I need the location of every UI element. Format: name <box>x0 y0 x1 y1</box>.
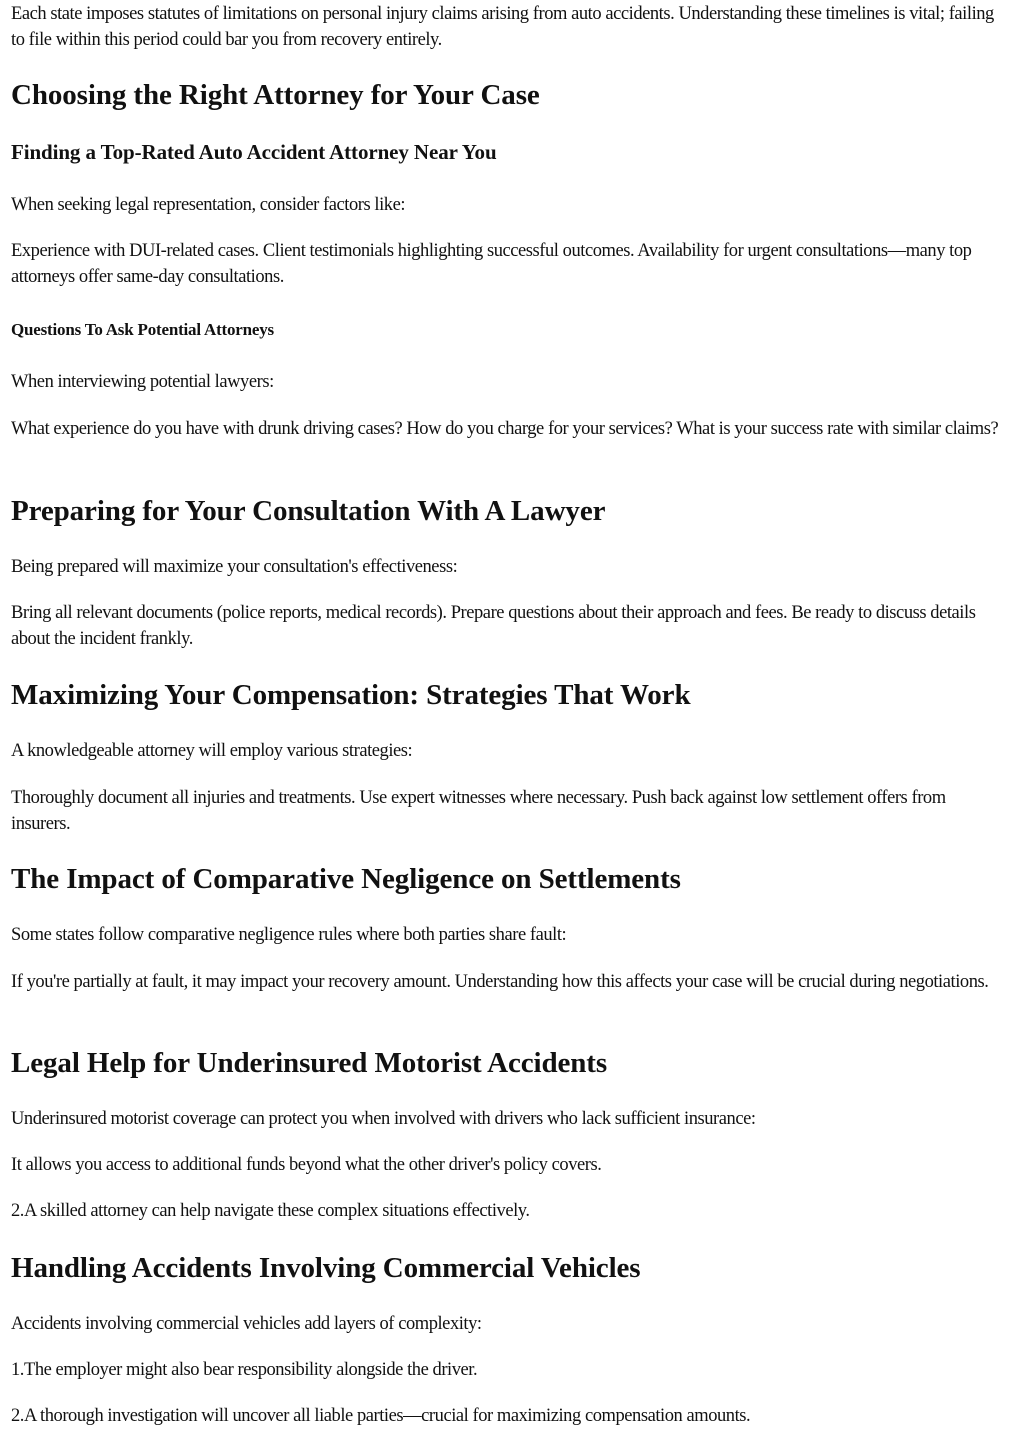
negligence-detail-paragraph: If you're partially at fault, it may impact your recovery amount. Understanding how this affects your case will be crucial during negotiations. <box>11 972 989 992</box>
underinsured-intro: Underinsured motorist coverage can protect you when involved with drivers who lack sufficient insurance: <box>11 1109 756 1129</box>
attorney-factors-paragraph: Experience with DUI-related cases. Client testimonials highlighting successful outcomes. Availability for urgent consultations—many top attorneys offer same-day consultations. <box>11 241 972 287</box>
questions-list-paragraph: What experience do you have with drunk driving cases? How do you charge for your services? What is your success rate with similar claims? <box>11 419 999 439</box>
compensation-strategies-paragraph: Thoroughly document all injuries and treatments. Use expert witnesses where necessary. Push back against low settlement offers from insurers. <box>11 788 946 834</box>
choosing-attorney-heading: Choosing the Right Attorney for Your Case <box>11 79 540 111</box>
compensation-heading: Maximizing Your Compensation: Strategies That Work <box>11 679 691 711</box>
negligence-intro: Some states follow comparative negligence rules where both parties share fault: <box>11 925 567 945</box>
questions-intro: When interviewing potential lawyers: <box>11 372 274 392</box>
consultation-heading: Preparing for Your Consultation With A Lawyer <box>11 495 606 527</box>
underinsured-heading: Legal Help for Underinsured Motorist Accidents <box>11 1047 608 1079</box>
commercial-item-1: 1.The employer might also bear responsibility alongside the driver. <box>11 1360 478 1380</box>
compensation-intro: A knowledgeable attorney will employ various strategies: <box>11 741 413 761</box>
questions-subheading: Questions To Ask Potential Attorneys <box>11 320 274 339</box>
finding-attorney-subheading: Finding a Top-Rated Auto Accident Attorney Near You <box>11 140 497 164</box>
consultation-tips-paragraph: Bring all relevant documents (police reports, medical records). Prepare questions about their approach and fees. Be ready to discuss details about the incident frankly. <box>11 603 976 649</box>
negligence-heading: The Impact of Comparative Negligence on Settlements <box>11 863 681 895</box>
consultation-intro: Being prepared will maximize your consultation's effectiveness: <box>11 557 458 577</box>
commercial-heading: Handling Accidents Involving Commercial Vehicles <box>11 1252 641 1284</box>
commercial-item-2: 2.A thorough investigation will uncover all liable parties—crucial for maximizing compensation amounts. <box>11 1406 751 1426</box>
commercial-intro: Accidents involving commercial vehicles add layers of complexity: <box>11 1314 482 1334</box>
underinsured-item-2: 2.A skilled attorney can help navigate these complex situations effectively. <box>11 1201 530 1221</box>
statutes-paragraph: Each state imposes statutes of limitations on personal injury claims arising from auto accidents. Understanding these timelines is vital; failing to file within this period could bar you from recovery entirely. <box>11 4 994 50</box>
finding-attorney-intro: When seeking legal representation, consider factors like: <box>11 195 406 215</box>
underinsured-item-1: It allows you access to additional funds beyond what the other driver's policy covers. <box>11 1155 602 1175</box>
